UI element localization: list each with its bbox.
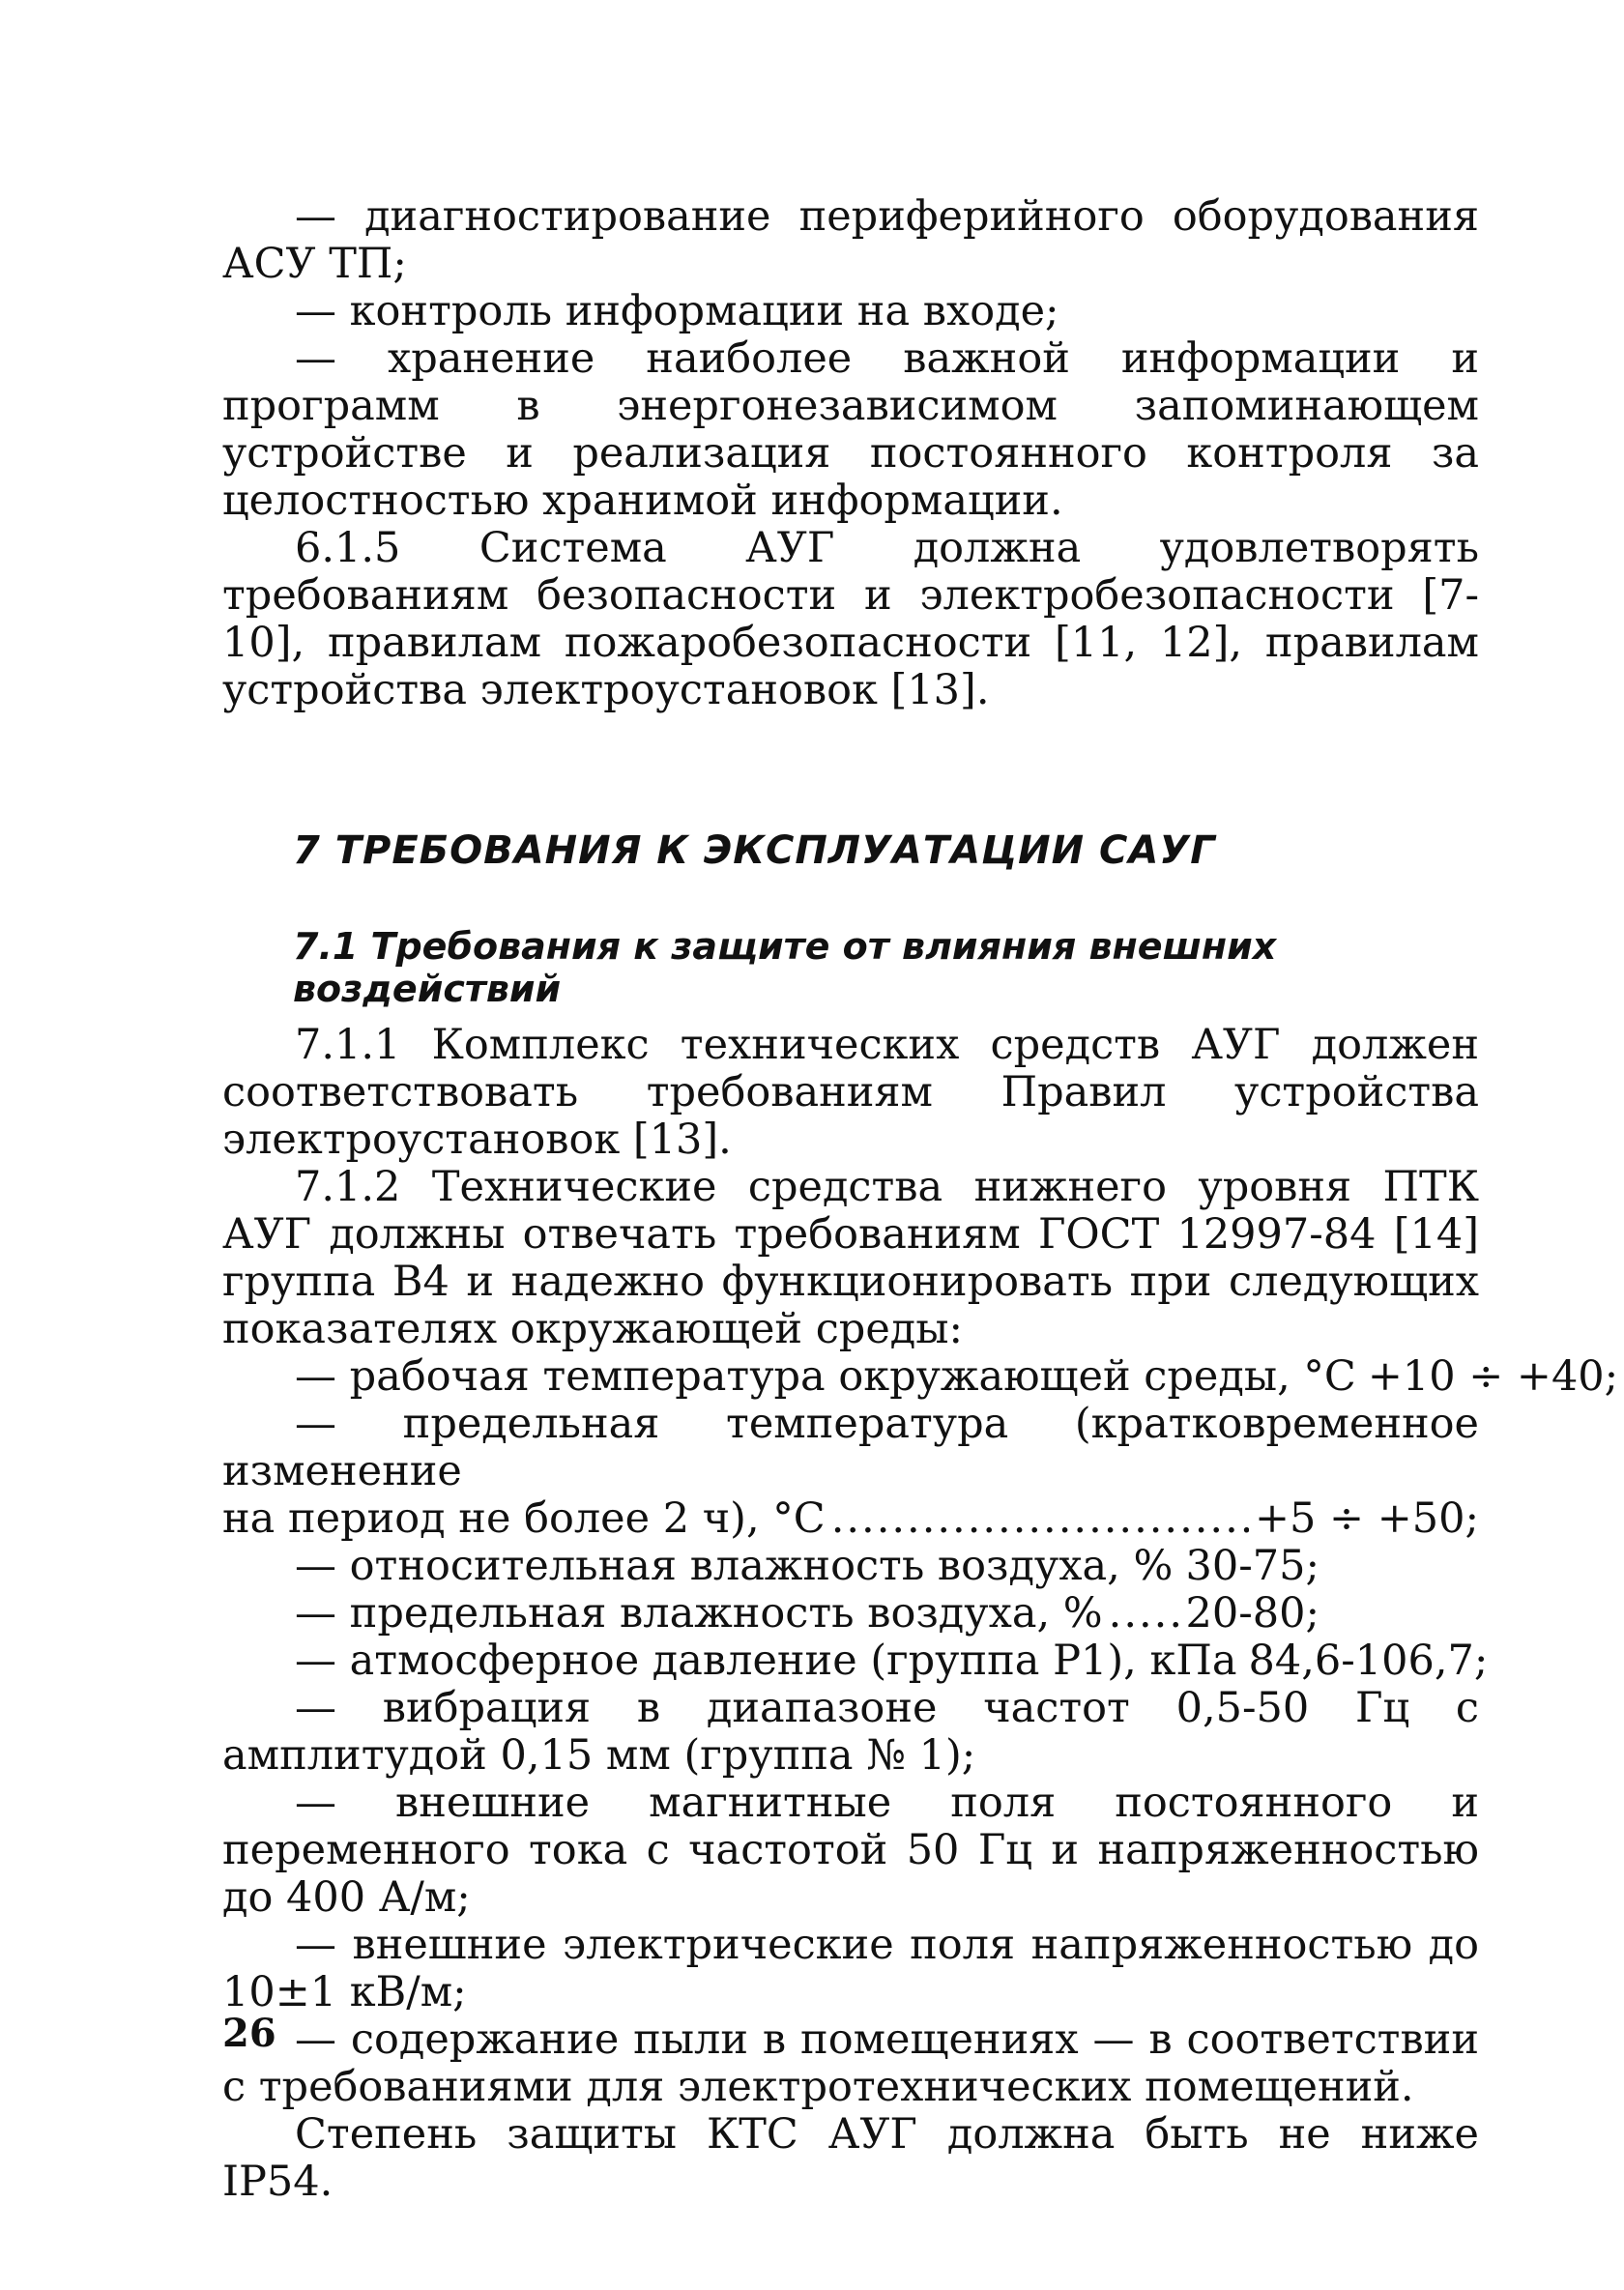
condition-magnetic-fields: — внешние магнитные поля постоянного и переменного тока с частотой 50 Гц и напряженностью до 400 А/м; xyxy=(222,1779,1479,1922)
condition-value: +10 ÷ +40; xyxy=(1367,1352,1619,1401)
paragraph-7-1-2: 7.1.2 Технические средства нижнего уровня ПТК АУГ должны отвечать требованиям ГОСТ 12997-84 [14] группа В4 и надежно функционировать при следующих показателях окружающей среды: xyxy=(222,1163,1479,1353)
condition-label: — предельная влажность воздуха, % xyxy=(295,1589,1103,1638)
condition-limit-temperature-line1: — предельная температура (кратковременное изменение xyxy=(222,1400,1479,1495)
condition-dust: — содержание пыли в помещениях — в соответствии с требованиями для электротехнических помещений. xyxy=(222,2015,1479,2111)
condition-work-temperature xyxy=(222,1352,1619,1401)
page-content xyxy=(222,192,1619,2206)
item-storage: — хранение наиболее важной информации и программ в энергонезависимом запоминающем устройстве и реализация постоянного контроля за целостностью хранимой информации. xyxy=(222,334,1479,525)
condition-label: — относительная влажность воздуха, % xyxy=(295,1542,1174,1590)
condition-value: 20-80; xyxy=(1185,1589,1320,1638)
subsection-heading-7-1: 7.1 Требования к защите от влияния внешних воздействий xyxy=(293,925,1277,1010)
condition-vibration: — вибрация в диапазоне частот 0,5-50 Гц с амплитудой 0,15 мм (группа № 1); xyxy=(222,1684,1479,1780)
condition-label: — атмосферное давление (группа Р1), кПа xyxy=(295,1637,1237,1685)
leader-dots xyxy=(1178,1543,1179,1590)
condition-limit-temperature xyxy=(222,1495,1479,1543)
item-input-control: — контроль информации на входе; xyxy=(295,287,1059,335)
condition-value: 84,6-106,7; xyxy=(1248,1637,1489,1685)
leader-dots xyxy=(831,1495,1249,1543)
paragraph-7-1-1: 7.1.1 Комплекс технических средств АУГ должен соответствовать требованиям Правил устройства электроустановок [13]. xyxy=(222,1021,1479,1164)
item-diagnostics: — диагностирование периферийного оборудования АСУ ТП; xyxy=(222,192,1479,288)
condition-pressure xyxy=(222,1637,1489,1685)
leader-dots xyxy=(1109,1590,1180,1638)
condition-limit-humidity xyxy=(222,1590,1320,1638)
condition-value: +5 ÷ +50; xyxy=(1255,1494,1479,1543)
condition-value: 30-75; xyxy=(1185,1542,1320,1590)
condition-label: на период не более 2 ч), °С xyxy=(222,1494,826,1543)
condition-relative-humidity xyxy=(222,1543,1320,1590)
section-heading-7: 7 ТРЕБОВАНИЯ К ЭКСПЛУАТАЦИИ САУГ xyxy=(293,828,1216,873)
condition-label: — рабочая температура окружающей среды, °С xyxy=(295,1352,1356,1401)
condition-electric-fields: — внешние электрические поля напряженностью до 10±1 кВ/м; xyxy=(222,1921,1479,2016)
page-number: 26 xyxy=(222,2011,276,2056)
paragraph-protection-degree: Степень защиты КТС АУГ должна быть не ниже IP54. xyxy=(222,2110,1479,2206)
paragraph-6-1-5: 6.1.5 Система АУГ должна удовлетворять требованиям безопасности и электробезопасности [7-10], правилам пожаробезопасности [11, 12], правилам устройства электроустановок [13]. xyxy=(222,524,1479,714)
